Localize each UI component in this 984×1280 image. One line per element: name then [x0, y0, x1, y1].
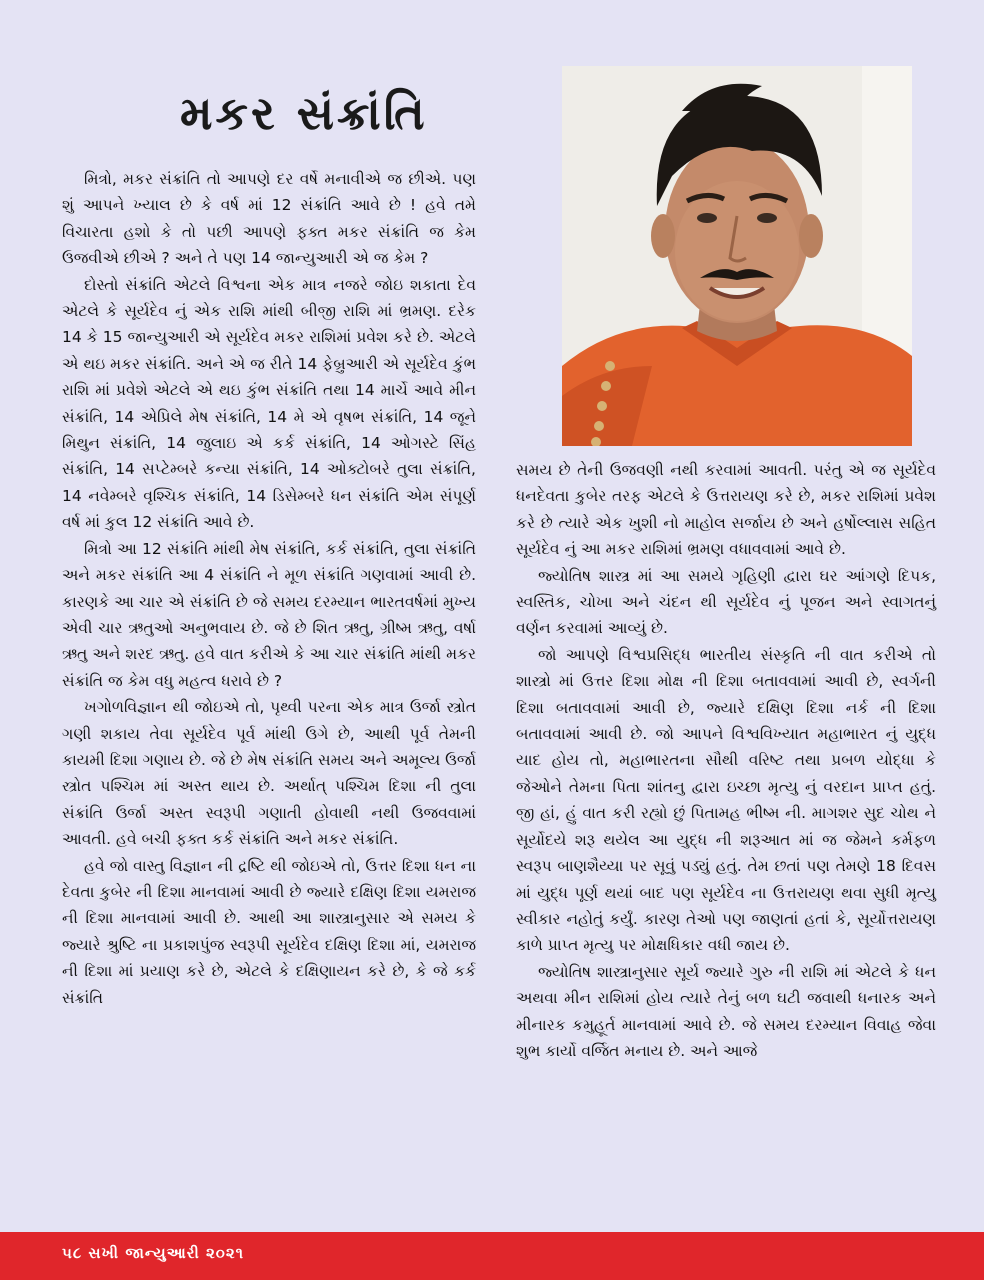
paragraph: મિત્રો, મકર સંક્રાંતિ તો આપણે દર વર્ષે મનાવીએ જ છીએ. પણ શું આપને ખ્યાલ છે કે વર્ષ માં 12 સંક્રાંતિ આવે છે ! હવે તમે વિચારતા હશો કે તો પછી આપણે ફક્ત મકર સંક્રાંતિ જ કેમ ઉજવીએ છીએ ? અને તે પણ 14 જાન્યુઆરી એ જ કેમ ? [62, 170, 476, 268]
author-photo [562, 66, 912, 446]
paragraph: હવે જો વાસ્તુ વિજ્ઞાન ની દ્રષ્ટિ થી જોઇએ તો, ઉત્તર દિશા ધન ના દેવતા કુબેર ની દિશા માનવામાં આવી છે જ્યારે દક્ષિણ દિશા યમરાજ ની દિશા માનવામાં આવી છે. આથી આ શાસ્ત્રાનુસાર એ સમય કે જ્યારે શ્રુષ્ટિ ના પ્રકાશપુંજ સ્વરૂપી સૂર્યદેવ દક્ષિણ દિશા માં, યમરાજ ની દિશા માં પ્રયાણ કરે છે, એટલે કે દક્ષિણાયન કરે છે, કે જે કર્ક સંક્રાંતિ [62, 856, 476, 1007]
paragraph: જો આપણે વિશ્વપ્રસિદ્ધ ભારતીય સંસ્કૃતિ ની વાત કરીએ તો શાસ્ત્રો માં ઉત્તર દિશા મોક્ષ ની દિશા બતાવવામાં આવી છે, સ્વર્ગની દિશા બતાવવામાં આવી છે, જ્યારે દક્ષિણ દિશા નર્ક ની દિશા બતાવવામાં આવી છે. જો આપને વિશ્વવિખ્યાત મહાભારત નું યુદ્ધ યાદ હોય તો, મહાભારતના સૌથી વરિષ્ટ તથા પ્રબળ યોદ્ધા કે જેઓને તેમના પિતા શાંતનુ દ્વારા ઇચ્છા મૃત્યુ નું વરદાન પ્રાપ્ત હતું. જી હાં, હું વાત કરી રહ્યો છું પિતામહ ભીષ્મ ની. માગશર સુદ ચોથ ને સૂર્યોદયે શરૂ થયેલ આ યુદ્ધ ની શરૂઆત માં જ જેમને કર્મફળ સ્વરૂપ બાણશૈય્યા પર સૂવું પડ્યું હતું. તેમ છતાં પણ તેમણે 18 દિવસ માં યુદ્ધ પૂર્ણ થયાં બાદ પણ સૂર્યદેવ ના ઉત્તરાયણ થવા સુધી મૃત્યુ સ્વીકાર નહોતું કર્યું. કારણ તેઓ પણ જાણતાં હતાં કે, સૂર્યોત્તરાયણ કાળે પ્રાપ્ત મૃત્યુ પર મોક્ષધિકાર વધી જાય છે. [516, 645, 936, 955]
left-column [62, 166, 476, 1011]
footer-bar [0, 1232, 984, 1280]
footer-page-info: ૫૮ સખી જાન્યુઆરી ૨૦૨૧ [62, 1244, 244, 1262]
paragraph: સમય છે તેની ઉજવણી નથી કરવામાં આવતી. પરંતુ એ જ સૂર્યદેવ ધનદેવતા કુબેર તરફ એટલે કે ઉત્તરાયણ કરે છે, મકર રાશિમાં પ્રવેશ કરે છે ત્યારે એક ખુશી નો માહોલ સર્જાય છે અને હર્ષોલ્લાસ સહિત સૂર્યદેવ નું આ મકર રાશિમાં ભ્રમણ વધાવવામાં આવે છે. [516, 461, 936, 559]
paragraph: મિત્રો આ 12 સંક્રાંતિ માંથી મેષ સંક્રાંતિ, કર્ક સંક્રાંતિ, તુલા સંક્રાંતિ અને મકર સંક્રાંતિ આ 4 સંક્રાંતિ ને મૂળ સંક્રાંતિ ગણવામાં આવી છે. કારણકે આ ચાર એ સંક્રાંતિ છે જે સમય દરમ્યાન ભારતવર્ષમાં મુખ્ય એવી ચાર ઋતુઓ અનુભવાય છે. જે છે શિત ઋતુ, ગ્રીષ્મ ઋતુ, વર્ષા ઋતુ અને શરદ ઋતુ. હવે વાત કરીએ કે આ ચાર સંક્રાંતિ માંથી મકર સંક્રાંતિ જ કેમ વધુ મહત્વ ધરાવે છે ? [62, 539, 476, 690]
paragraph: ખગોળવિજ્ઞાન થી જોઇએ તો, પૃથ્વી પરના એક માત્ર ઉર્જા સ્ત્રોત ગણી શકાય તેવા સૂર્યદેવ પૂર્વ માંથી ઉગે છે, આથી પૂર્વ તેમની કાયમી દિશા ગણાય છે. જે છે મેષ સંક્રાંતિ સમય અને અમૂલ્ય ઉર્જા સ્ત્રોત પશ્ચિમ માં અસ્ત થાય છે. અર્થાત્ પશ્ચિમ દિશા ની તુલા સંક્રાંતિ ઉર્જા અસ્ત સ્વરૂપી ગણાતી હોવાથી નથી ઉજવવામાં આવતી. હવે બચી ફક્ત કર્ક સંક્રાંતિ અને મકર સંક્રાંતિ. [62, 698, 476, 849]
right-column [516, 457, 936, 1064]
portrait-image [562, 66, 912, 446]
paragraph: જ્યોતિષ શાસ્ત્રાનુસાર સૂર્ય જ્યારે ગુરુ ની રાશિ માં એટલે કે ધન અથવા મીન રાશિમાં હોય ત્યારે તેનું બળ ઘટી જવાથી ધનારક અને મીનારક કમુહૂર્ત માનવામાં આવે છે. જે સમય દરમ્યાન વિવાહ જેવા શુભ કાર્યો વર્જિત મનાય છે. અને આજે [516, 962, 936, 1060]
article-title: મકર સંક્રાંતિ [180, 86, 428, 140]
paragraph: દોસ્તો સંક્રાંતિ એટલે વિશ્વના એક માત્ર નજરે જોઇ શકાતા દેવ એટલે કે સૂર્યદેવ નું એક રાશિ માંથી બીજી રાશિ માં ભ્રમણ. દરેક 14 કે 15 જાન્યુઆરી એ સૂર્યદેવ મકર રાશિમાં પ્રવેશ કરે છે. એટલે એ થઇ મકર સંક્રાંતિ. અને એ જ રીતે 14 ફેબ્રુઆરી એ સૂર્યદેવ કુંભ રાશિ માં પ્રવેશે એટલે એ થઇ કુંભ સંક્રાંતિ તથા 14 માર્ચે આવે મીન સંક્રાંતિ, 14 એપ્રિલે મેષ સંક્રાંતિ, 14 મે એ વૃષભ સંક્રાંતિ, 14 જૂને મિથુન સંક્રાંતિ, 14 જુલાઇ એ કર્ક સંક્રાંતિ, 14 ઓગસ્ટે સિંહ સંક્રાંતિ, 14 સપ્ટેમ્બરે કન્યા સંક્રાંતિ, 14 ઓક્ટોબરે તુલા સંક્રાંતિ, 14 નવેમ્બરે વૃશ્ચિક સંક્રાંતિ, 14 ડિસેમ્બરે ધન સંક્રાંતિ એમ સંપૂર્ણ વર્ષ માં કુલ 12 સંક્રાંતિ આવે છે. [62, 275, 476, 532]
paragraph: જ્યોતિષ શાસ્ત્ર માં આ સમયે ગૃહિણી દ્વારા ઘર આંગણે દિપક, સ્વસ્તિક, ચોખા અને ચંદન થી સૂર્યદેવ નું પૂજન અને સ્વાગતનું વર્ણન કરવામાં આવ્યું છે. [516, 566, 936, 638]
